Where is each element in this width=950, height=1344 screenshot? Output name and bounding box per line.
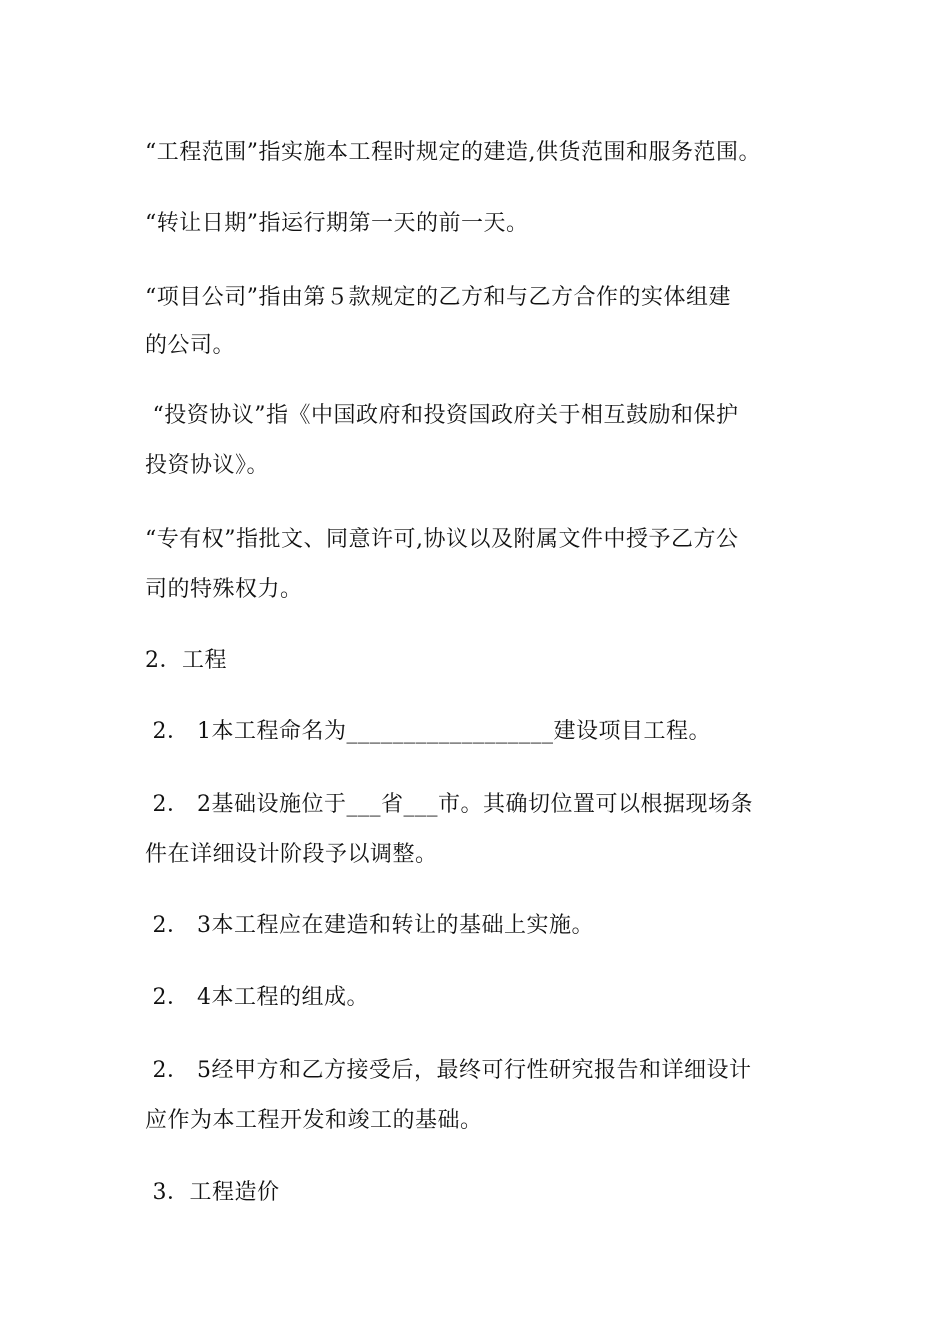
definition-exclusive-rights-line2: 司的特殊权力。 [145, 577, 303, 602]
definition-project-scope: “工程范围”指实施本工程时规定的建造,供货范围和服务范围。 [145, 140, 761, 165]
definition-project-company-line1: “项目公司”指由第５款规定的乙方和与乙方合作的实体组建 [145, 285, 731, 310]
clause-2-4: 2． 4本工程的组成。 [145, 985, 369, 1010]
section-heading-3: 3．工程造价 [145, 1180, 280, 1205]
definition-transfer-date: “转让日期”指运行期第一天的前一天。 [145, 211, 529, 236]
clause-2-5-line1: 2． 5经甲方和乙方接受后，最终可行性研究报告和详细设计 [145, 1058, 752, 1083]
definition-project-company-line2: 的公司。 [145, 333, 236, 358]
clause-2-3: 2． 3本工程应在建造和转让的基础上实施。 [145, 913, 594, 938]
clause-2-5-line2: 应作为本工程开发和竣工的基础。 [145, 1108, 483, 1133]
definition-exclusive-rights-line1: “专有权”指批文、同意许可,协议以及附属文件中授予乙方公 [145, 527, 739, 552]
definition-investment-agreement-line1: “投资协议”指《中国政府和投资国政府关于相互鼓励和保护 [145, 403, 739, 428]
clause-2-2-line2: 件在详细设计阶段予以调整。 [145, 842, 438, 867]
definition-investment-agreement-line2: 投资协议》。 [145, 453, 270, 478]
clause-2-1: 2． 1本工程命名为__________________建设项目工程。 [145, 719, 711, 744]
section-heading-2: 2．工程 [145, 648, 227, 673]
clause-2-2-line1: 2． 2基础设施位于___省___市。其确切位置可以根据现场条 [145, 792, 753, 817]
